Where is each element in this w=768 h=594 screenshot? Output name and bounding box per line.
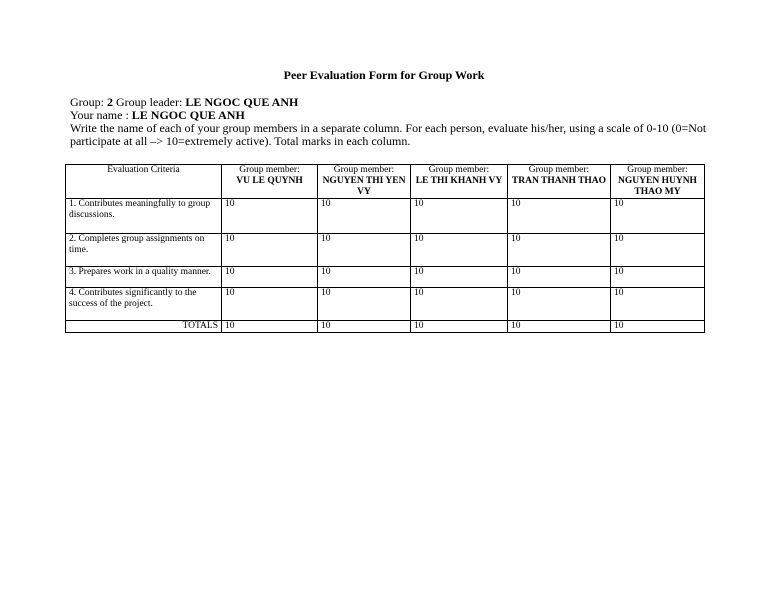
your-name-value: LE NGOC QUE ANH: [131, 108, 245, 122]
your-name-label: Your name :: [70, 108, 132, 122]
member-name: NGUYEN THI YEN VY: [322, 176, 406, 197]
totals-row: [66, 321, 705, 333]
score-cell[interactable]: 10: [222, 288, 318, 321]
intro-section: [70, 96, 710, 148]
instructions: Write the name of each of your group members in a separate column. For each person, evaluate his/her, using a scale of 0-10 (0=Not participate at all –> 10=extremely active). Total marks in each column.: [70, 121, 707, 148]
score-cell[interactable]: 10: [318, 267, 411, 288]
group-leader-name: LE NGOC QUE ANH: [185, 95, 299, 109]
member-label: Group member:: [239, 165, 300, 175]
score-cell[interactable]: 10: [222, 267, 318, 288]
criteria-header: Evaluation Criteria: [66, 165, 222, 199]
leader-label: Group leader:: [113, 95, 186, 109]
score-cell[interactable]: 10: [611, 288, 705, 321]
criterion-cell: 1. Contributes meaningfully to group discussions.: [66, 199, 222, 234]
member-name: NGUYEN HUYNH THAO MY: [618, 176, 697, 197]
score-cell[interactable]: 10: [611, 199, 705, 234]
score-cell[interactable]: 10: [222, 234, 318, 267]
score-cell[interactable]: 10: [508, 267, 611, 288]
page-title: Peer Evaluation Form for Group Work: [283, 68, 485, 82]
score-cell[interactable]: 10: [508, 288, 611, 321]
group-label: Group:: [70, 95, 107, 109]
totals-label: TOTALS: [66, 321, 222, 333]
member-label: Group member:: [333, 165, 395, 175]
total-cell[interactable]: 10: [611, 321, 705, 333]
score-cell[interactable]: 10: [411, 199, 508, 234]
score-cell[interactable]: 10: [411, 234, 508, 267]
score-cell[interactable]: 10: [411, 288, 508, 321]
criterion-cell: 4. Contributes significantly to the success of the project.: [66, 288, 222, 321]
table-row: [66, 288, 705, 321]
criterion-cell: 2. Completes group assignments on time.: [66, 234, 222, 267]
table-row: [66, 199, 705, 234]
member-label: Group member:: [428, 165, 490, 175]
score-cell[interactable]: 10: [318, 234, 411, 267]
evaluation-table: [65, 164, 705, 333]
criterion-cell: 3. Prepares work in a quality manner.: [66, 267, 222, 288]
score-cell[interactable]: 10: [508, 199, 611, 234]
member-label: Group member:: [528, 165, 590, 175]
member-name: LE THI KHANH VY: [415, 176, 503, 186]
member-header-4: [508, 165, 611, 199]
member-header-5: [611, 165, 705, 199]
score-cell[interactable]: 10: [611, 267, 705, 288]
table-row: [66, 267, 705, 288]
score-cell[interactable]: 10: [411, 267, 508, 288]
member-name: TRAN THANH THAO: [511, 176, 607, 186]
score-cell[interactable]: 10: [611, 234, 705, 267]
member-header-1: [222, 165, 318, 199]
member-header-3: [411, 165, 508, 199]
total-cell[interactable]: 10: [508, 321, 611, 333]
group-number: 2: [107, 95, 113, 109]
total-cell[interactable]: 10: [318, 321, 411, 333]
score-cell[interactable]: 10: [318, 199, 411, 234]
member-name: VU LE QUYNH: [236, 176, 303, 186]
total-cell[interactable]: 10: [411, 321, 508, 333]
score-cell[interactable]: 10: [222, 199, 318, 234]
total-cell[interactable]: 10: [222, 321, 318, 333]
member-header-2: [318, 165, 411, 199]
score-cell[interactable]: 10: [508, 234, 611, 267]
score-cell[interactable]: 10: [318, 288, 411, 321]
member-label: Group member:: [627, 165, 688, 175]
header-row: [66, 165, 705, 199]
table-row: [66, 234, 705, 267]
